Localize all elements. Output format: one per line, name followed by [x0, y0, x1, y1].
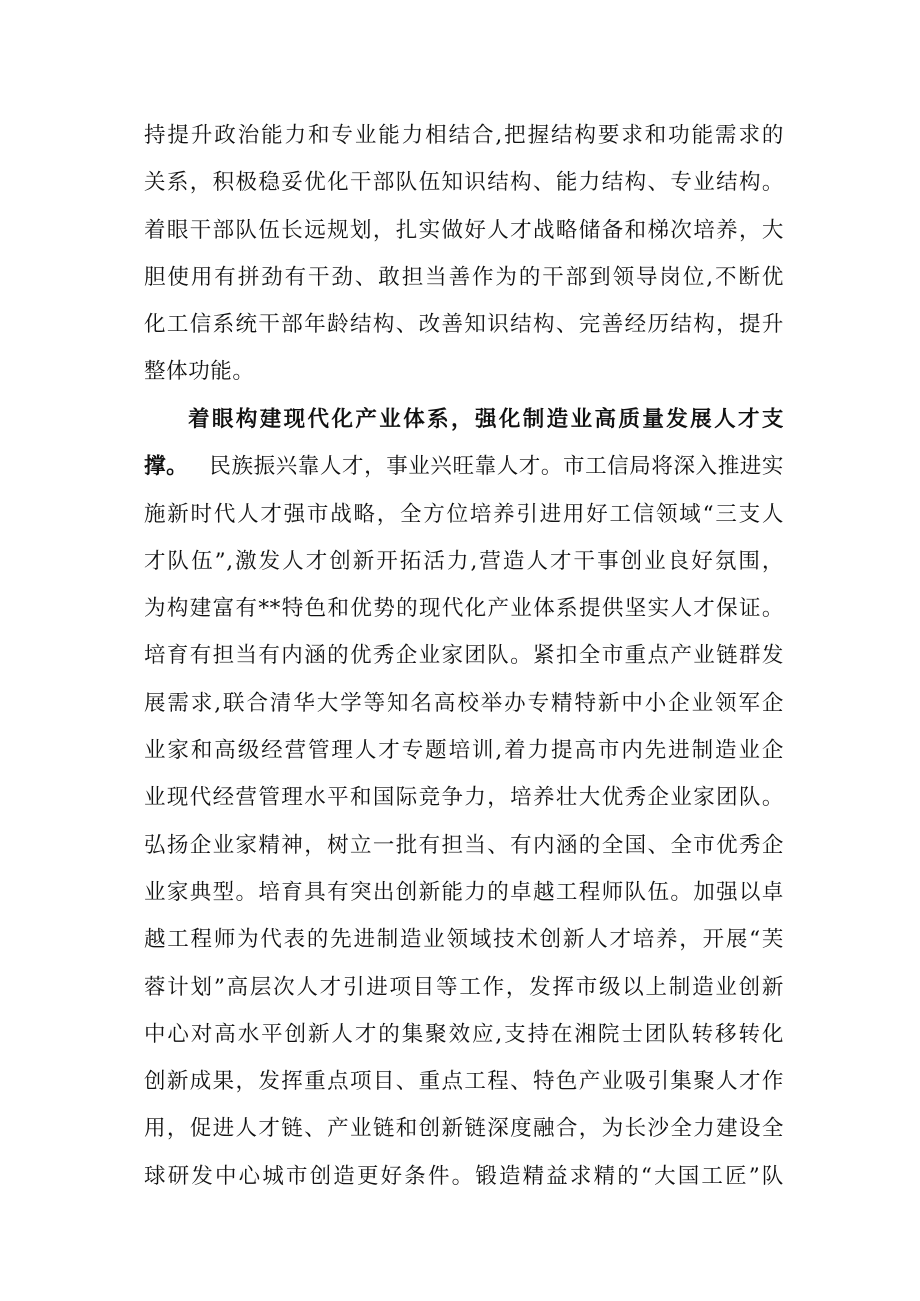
text-line: 施新时代人才强市战略，全方位培养引进用好工信领域“三支人: [144, 501, 784, 527]
text-line: 展需求,联合清华大学等知名高校举办专精特新中小企业领军企: [144, 690, 784, 716]
text-line: 化工信系统干部年龄结构、改善知识结构、完善经历结构，提升: [144, 312, 784, 338]
text-line: 蓉计划”高层次人才引进项目等工作，发挥市级以上制造业创新: [144, 974, 784, 1000]
text-line: 培育有担当有内涵的优秀企业家团队。紧扣全市重点产业链群发: [144, 643, 784, 669]
section-heading: 着眼构建现代化产业体系，强化制造业高质量发展人才支: [188, 407, 784, 432]
text-line: [144, 1200, 784, 1247]
paragraph-industrial-talent: [144, 396, 784, 1247]
text-line: 创新成果，发挥重点项目、重点工程、特色产业吸引集聚人才作: [144, 1069, 784, 1095]
text-line-rest: 民族振兴靠人才，事业兴旺靠人才。市工信局将深入推进实: [209, 454, 784, 480]
text-line: 关系，积极稳妥优化干部队伍知识结构、能力结构、专业结构。: [144, 170, 784, 196]
text-line: 业家典型。培育具有突出创新能力的卓越工程师队伍。加强以卓: [144, 879, 784, 905]
text-line: 为构建富有**特色和优势的现代化产业体系提供坚实人才保证。: [144, 596, 784, 622]
text-line: 胆使用有拼劲有干劲、敢担当善作为的干部到领导岗位,不断优: [144, 264, 784, 290]
paragraph-talent-structure: [144, 112, 784, 396]
text-line: 弘扬企业家精神，树立一批有担当、有内涵的全国、全市优秀企: [144, 832, 784, 858]
text-line: 业家和高级经营管理人才专题培训,着力提高市内先进制造业企: [144, 738, 784, 764]
text-line: 中心对高水平创新人才的集聚效应,支持在湘院士团队转移转化: [144, 1021, 784, 1047]
text-line: 球研发中心城市创造更好条件。锻造精益求精的“大国工匠”队: [144, 1163, 784, 1189]
text-line: 才队伍”,激发人才创新开拓活力,营造人才干事创业良好氛围，: [144, 548, 784, 574]
section-heading-end: 撑。: [144, 454, 189, 480]
text-line: 整体功能。: [144, 359, 255, 385]
text-line: 用，促进人才链、产业链和创新链深度融合，为长沙全力建设全: [144, 1116, 784, 1142]
text-line: 持提升政治能力和专业能力相结合,把握结构要求和功能需求的: [144, 123, 784, 148]
text-line: [144, 443, 784, 490]
text-line: 着眼干部队伍长远规划，扎实做好人才战略储备和梯次培养，大: [144, 217, 784, 243]
text-line: 业现代经营管理水平和国际竞争力，培养壮大优秀企业家团队。: [144, 785, 784, 811]
text-line: 越工程师为代表的先进制造业领域技术创新人才培养，开展“芙: [144, 927, 784, 953]
